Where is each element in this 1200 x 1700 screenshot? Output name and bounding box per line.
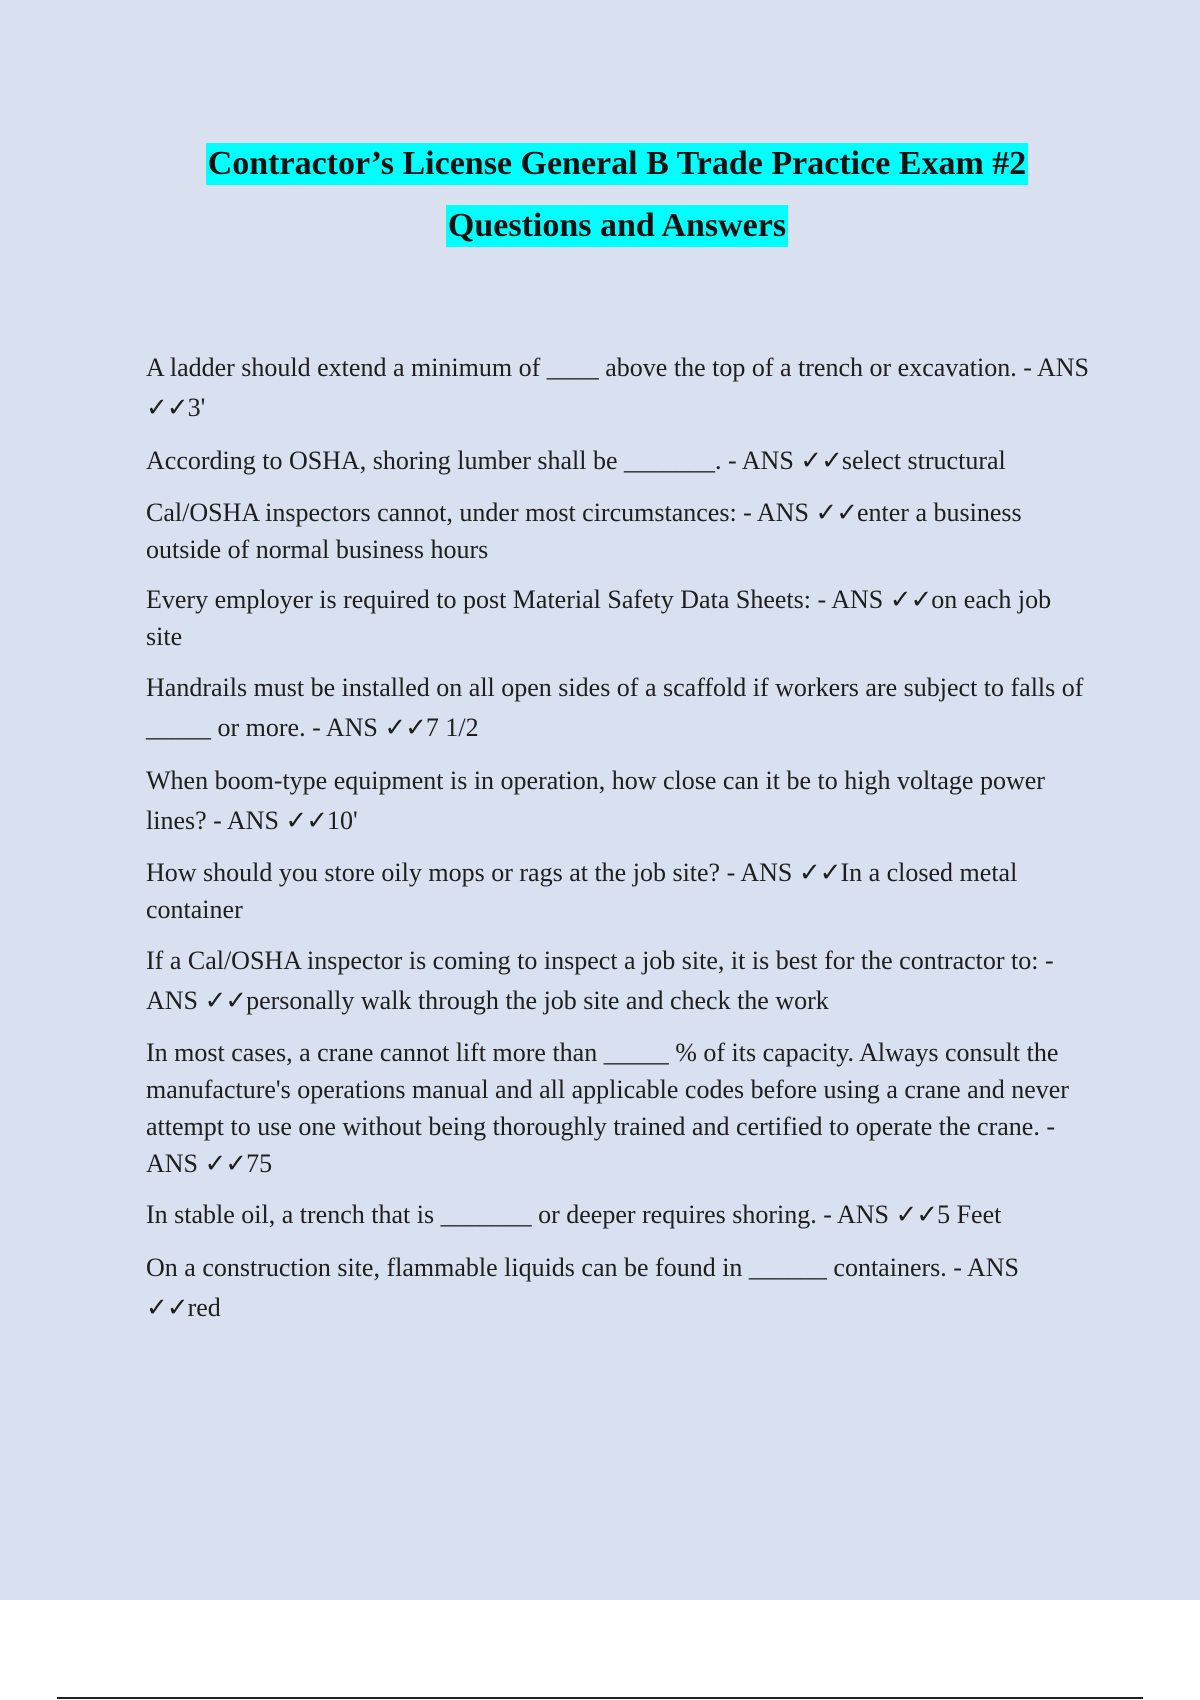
- separator: -: [1038, 946, 1054, 975]
- ans-label: ANS: [831, 585, 884, 614]
- ans-label: ANS: [967, 1253, 1020, 1282]
- qa-item-1: [146, 348, 1090, 428]
- qa-item-11: [146, 1248, 1090, 1328]
- answer-text: In a closed metal container: [146, 858, 1018, 924]
- qa-item-2: [146, 441, 1090, 481]
- answer-text: 7 1/2: [425, 713, 479, 742]
- separator: -: [305, 713, 326, 742]
- footer-divider: [57, 1697, 1143, 1699]
- qa-item-10: [146, 1195, 1090, 1235]
- qa-item-9: [146, 1034, 1090, 1182]
- answer-text: enter a business outside of normal business hours: [146, 498, 1022, 564]
- ans-label: ANS: [740, 858, 793, 887]
- question-text: According to OSHA, shoring lumber shall be _______.: [146, 446, 722, 475]
- separator: -: [810, 585, 832, 614]
- question-text: How should you store oily mops or rags at the job site?: [146, 858, 721, 887]
- separator: -: [720, 858, 741, 887]
- ans-label: ANS: [146, 1149, 199, 1178]
- qa-item-3: [146, 494, 1090, 568]
- qa-list: [146, 348, 1090, 1341]
- question-text: On a construction site, flammable liquids can be found in ______ containers.: [146, 1253, 947, 1282]
- qa-item-8: [146, 941, 1090, 1021]
- question-text: When boom-type equipment is in operation, how close can it be to high voltage power lines?: [146, 766, 1045, 835]
- separator: -: [946, 1253, 967, 1282]
- check-mark-icon: ✓✓: [204, 1149, 247, 1178]
- question-text: If a Cal/OSHA inspector is coming to inspect a job site, it is best for the contractor to:: [146, 946, 1039, 975]
- check-mark-icon: ✓✓: [889, 585, 932, 614]
- check-mark-icon: ✓✓: [800, 446, 842, 475]
- answer-text: personally walk through the job site and check the work: [246, 986, 829, 1015]
- question-text: Handrails must be installed on all open sides of a scaffold if workers are subject to falls of _____ or more.: [146, 673, 1084, 742]
- check-mark-icon: ✓✓: [146, 393, 188, 422]
- question-text: Every employer is required to post Material Safety Data Sheets:: [146, 585, 811, 614]
- separator: -: [721, 446, 742, 475]
- question-text: In most cases, a crane cannot lift more than _____ % of its capacity. Always consult the manufacture's operations manual and all applicable codes before using a crane and never attempt to use one without being thoroughly trained and certified to operate the crane.: [146, 1038, 1069, 1141]
- answer-text: on each job site: [146, 585, 1052, 651]
- ans-label: ANS: [837, 1200, 890, 1229]
- ans-label: ANS: [325, 713, 378, 742]
- ans-label: ANS: [1037, 353, 1090, 382]
- answer-text: 75: [246, 1149, 273, 1178]
- check-mark-icon: ✓✓: [384, 713, 426, 742]
- check-mark-icon: ✓✓: [146, 1293, 188, 1322]
- title-line-1: Contractor’s License General B Trade Practice Exam #2: [206, 143, 1029, 185]
- separator: -: [736, 498, 757, 527]
- qa-item-4: [146, 581, 1090, 655]
- question-text: A ladder should extend a minimum of ____ above the top of a trench or excavation.: [146, 353, 1017, 382]
- ans-label: ANS: [146, 986, 199, 1015]
- qa-item-7: [146, 854, 1090, 928]
- separator: -: [1039, 1112, 1055, 1141]
- question-text: In stable oil, a trench that is _______ or deeper requires shoring.: [146, 1200, 817, 1229]
- separator: -: [816, 1200, 837, 1229]
- qa-item-6: [146, 761, 1090, 841]
- answer-text: 5 Feet: [937, 1200, 1002, 1229]
- title-line-2: Questions and Answers: [446, 205, 788, 247]
- check-mark-icon: ✓✓: [815, 498, 857, 527]
- ans-label: ANS: [226, 806, 279, 835]
- document-title: [0, 143, 1200, 247]
- answer-text: select structural: [841, 446, 1006, 475]
- ans-label: ANS: [756, 498, 809, 527]
- answer-text: 3': [187, 393, 206, 422]
- answer-text: 10': [326, 806, 358, 835]
- question-text: Cal/OSHA inspectors cannot, under most circumstances:: [146, 498, 737, 527]
- check-mark-icon: ✓✓: [895, 1200, 938, 1229]
- qa-item-5: [146, 668, 1090, 748]
- answer-text: red: [187, 1293, 221, 1322]
- separator: -: [206, 806, 227, 835]
- check-mark-icon: ✓✓: [204, 986, 247, 1015]
- check-mark-icon: ✓✓: [798, 858, 841, 887]
- separator: -: [1016, 353, 1037, 382]
- check-mark-icon: ✓✓: [285, 806, 327, 835]
- ans-label: ANS: [741, 446, 794, 475]
